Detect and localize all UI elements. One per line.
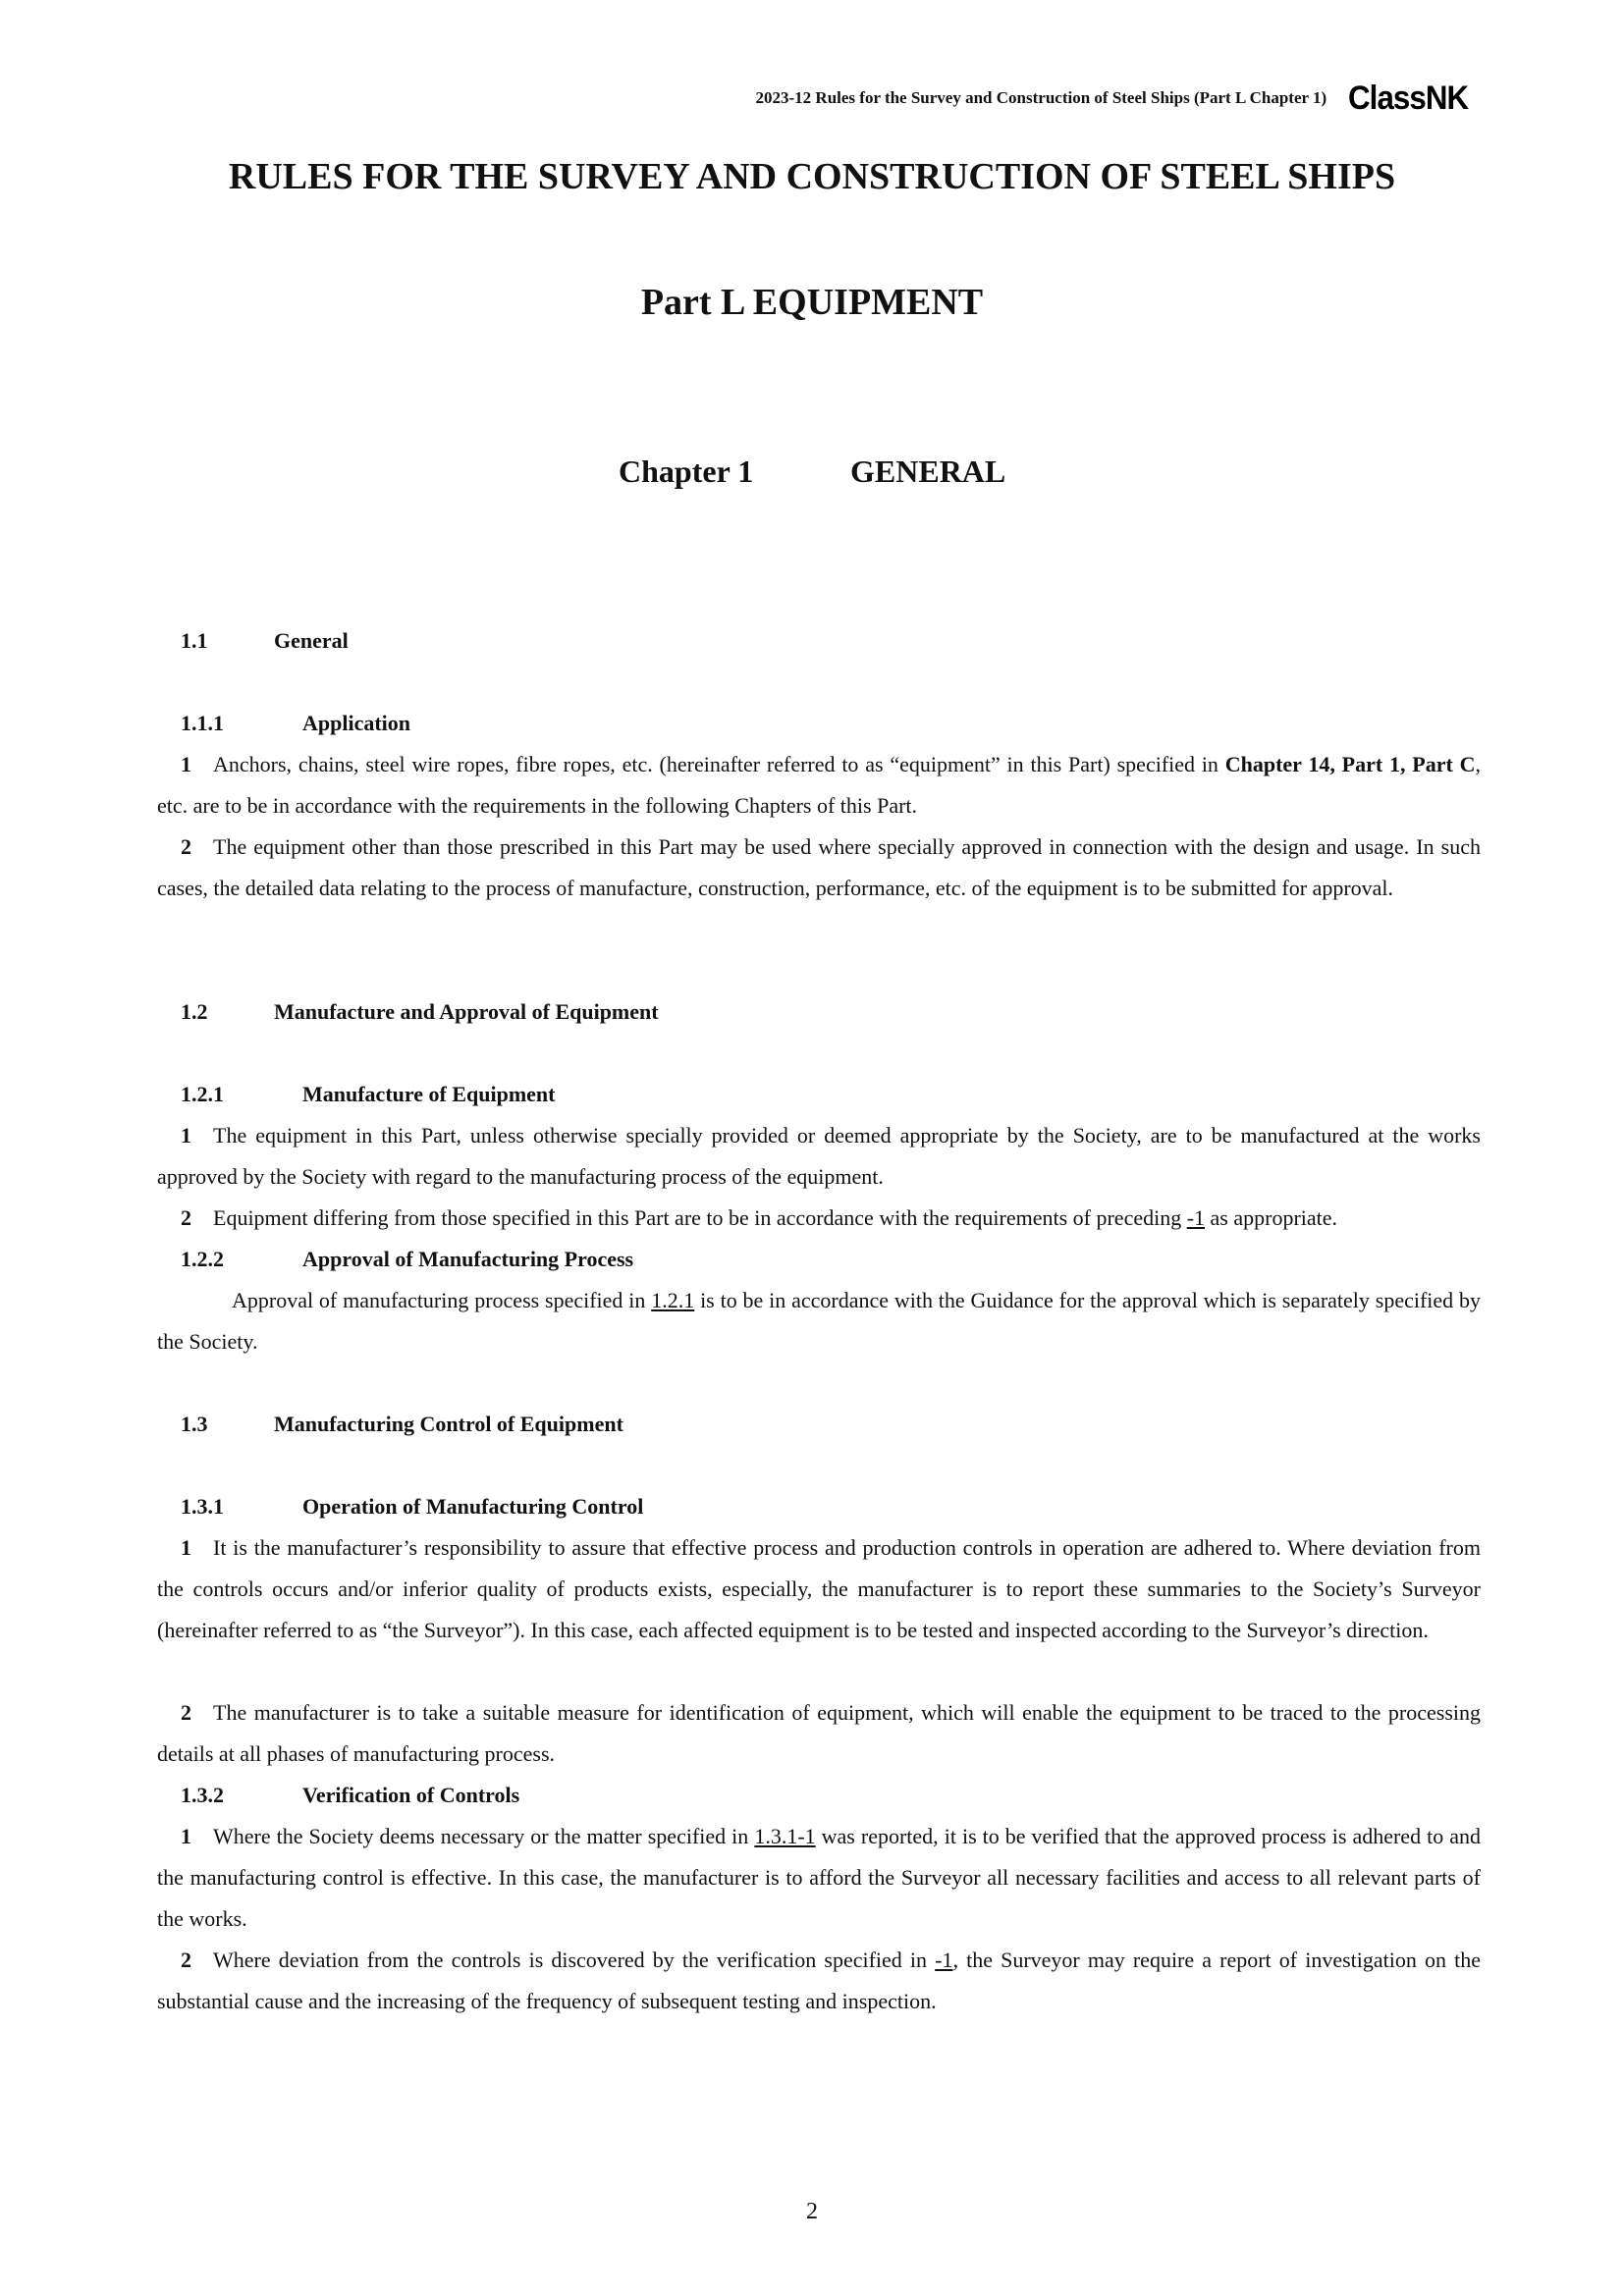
paragraph-number: 2 — [181, 834, 191, 859]
subsection-number: 1.3.2 — [181, 1783, 224, 1807]
document-title: RULES FOR THE SURVEY AND CONSTRUCTION OF STEEL SHIPS — [228, 156, 1396, 197]
section-title: General — [274, 628, 349, 653]
paragraph-number: 1 — [181, 1824, 191, 1848]
section-number: 1.2 — [181, 999, 208, 1024]
cross-reference-link[interactable]: 1.2.1 — [651, 1288, 695, 1312]
paragraph-text: The equipment in this Part, unless otherwise specially provided or deemed appropriate by the Society, are to be manufactured at the works approved by the Society with regard to the manufacturing process of the equipment. — [157, 1123, 1481, 1189]
subsection-heading — [181, 1486, 643, 1527]
subsection-number: 1.1.1 — [181, 711, 224, 735]
running-header — [756, 79, 1479, 118]
subsection-title: Approval of Manufacturing Process — [302, 1247, 634, 1271]
cross-reference-link[interactable]: -1 — [1186, 1205, 1206, 1230]
paragraph-text: , etc. are to be in accordance with the requirements in the following Chapters of this Part. — [157, 752, 1481, 818]
running-title: 2023-12 Rules for the Survey and Construction of Steel Ships (Part L Chapter 1) — [755, 88, 1327, 107]
paragraph-text: , the Surveyor may require a report of investigation on the substantial cause and the increasing of the frequency of subsequent testing and inspection. — [157, 1948, 1481, 2013]
bold-reference: Chapter 14, Part 1, Part C — [1224, 752, 1476, 776]
section-title: Manufacture and Approval of Equipment — [274, 999, 659, 1024]
subsection-heading — [181, 1239, 633, 1280]
part-title: Part L EQUIPMENT — [640, 282, 984, 323]
paragraph-text: Approval of manufacturing process specified in — [232, 1288, 652, 1312]
cross-reference-link[interactable]: -1 — [935, 1948, 953, 1972]
section-number: 1.1 — [181, 628, 208, 653]
subsection-number: 1.2.1 — [181, 1082, 224, 1106]
paragraph-text: was reported, it is to be verified that the approved process is adhered to and the manufacturing control is effective. In this case, the manufacturer is to afford the Surveyor all necessary facilities and access to all relevant parts of the works. — [157, 1824, 1481, 1931]
subsection-number: 1.3.1 — [181, 1494, 224, 1519]
section-number: 1.3 — [181, 1412, 208, 1436]
paragraph — [157, 1816, 1481, 1940]
paragraph-text: The manufacturer is to take a suitable measure for identification of equipment, which will enable the equipment to be traced to the processing details at all phases of manufacturing process. — [157, 1700, 1481, 1766]
paragraph-number: 2 — [181, 1700, 191, 1725]
paragraph-text: is to be in accordance with the Guidance for the approval which is separately specified by the Society. — [157, 1288, 1482, 1354]
paragraph-text: as appropriate. — [1205, 1205, 1338, 1230]
subsection-heading — [181, 1775, 519, 1816]
paragraph-number: 2 — [181, 1948, 191, 1972]
paragraph-number: 1 — [181, 752, 191, 776]
subsection-heading — [181, 1074, 556, 1115]
subsection-title: Application — [302, 711, 411, 735]
paragraph — [157, 1692, 1481, 1775]
paragraph-number: 1 — [181, 1123, 191, 1148]
paragraph — [157, 827, 1481, 909]
classnk-logo: ClassNK — [1348, 79, 1469, 117]
chapter-heading — [619, 454, 1005, 490]
paragraph — [157, 1280, 1481, 1362]
cross-reference-link[interactable]: 1.3.1-1 — [754, 1824, 816, 1848]
paragraph-text: The equipment other than those prescribed in this Part may be used where specially approved in connection with the design and usage. In such cases, the detailed data relating to the process of manufacture, construction, performance, etc. of the equipment is to be submitted for approval. — [157, 834, 1481, 900]
paragraph-text: Where the Society deems necessary or the matter specified in — [213, 1824, 755, 1848]
paragraph — [157, 1527, 1481, 1651]
paragraph-text: Where deviation from the controls is discovered by the verification specified in — [213, 1948, 936, 1972]
paragraph — [157, 744, 1481, 827]
paragraph-text: Anchors, chains, steel wire ropes, fibre ropes, etc. (hereinafter referred to as “equipment” in this Part) specified in — [213, 752, 1225, 776]
paragraph-text: It is the manufacturer’s responsibility to assure that effective process and production controls in operation are adhered to. Where deviation from the controls occurs and/or inferior quality of products exists, especially, the manufacturer is to report these summaries to the Society’s Surveyor (hereinafter referred to as “the Surveyor”). In this case, each affected equipment is to be tested and inspected according to the Surveyor’s direction. — [157, 1535, 1481, 1642]
subsection-number: 1.2.2 — [181, 1247, 224, 1271]
section-heading — [181, 991, 659, 1033]
subsection-title: Operation of Manufacturing Control — [302, 1494, 644, 1519]
paragraph-number: 1 — [181, 1535, 191, 1560]
paragraph — [157, 1940, 1481, 2022]
section-title: Manufacturing Control of Equipment — [274, 1412, 623, 1436]
chapter-title: GENERAL — [850, 454, 1006, 489]
subsection-heading — [181, 703, 410, 744]
paragraph — [157, 1198, 1481, 1239]
section-heading — [181, 620, 349, 662]
chapter-number: Chapter 1 — [619, 454, 754, 489]
paragraph — [157, 1115, 1481, 1198]
subsection-title: Manufacture of Equipment — [302, 1082, 556, 1106]
subsection-title: Verification of Controls — [302, 1783, 520, 1807]
paragraph-number: 2 — [181, 1205, 191, 1230]
paragraph-text: Equipment differing from those specified in this Part are to be in accordance with the requirements of preceding — [213, 1205, 1187, 1230]
section-heading — [181, 1404, 623, 1445]
page-number: 2 — [806, 2199, 818, 2224]
